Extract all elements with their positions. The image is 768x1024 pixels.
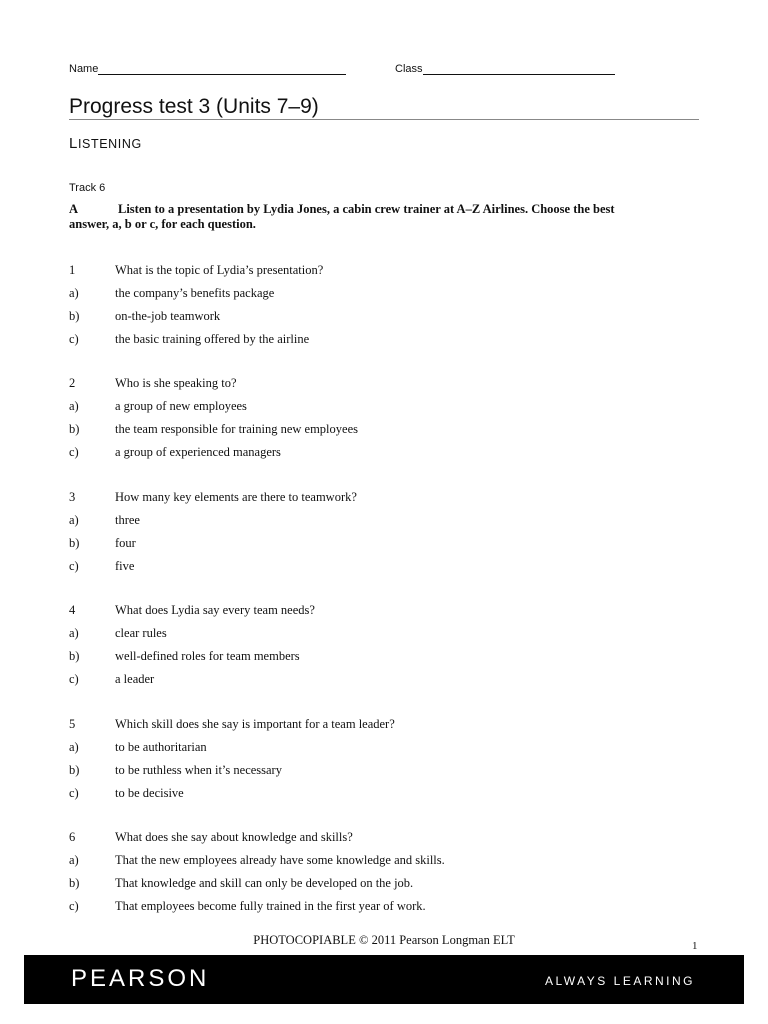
question-3-option <box>69 513 709 529</box>
question-number: 4 <box>69 603 76 618</box>
question-text: Which skill does she say is important for a team leader? <box>115 716 395 731</box>
option-text: the team responsible for training new employees <box>115 422 358 437</box>
option-label: c) <box>69 445 79 460</box>
question-text: Who is she speaking to? <box>115 376 237 391</box>
question-5 <box>69 717 709 733</box>
option-label: b) <box>69 649 80 664</box>
copyright-notice: PHOTOCOPIABLE © 2011 Pearson Longman ELT <box>253 933 515 947</box>
option-label: a) <box>69 286 79 300</box>
question-6-option <box>69 876 709 892</box>
section-heading <box>69 135 142 152</box>
page-number: 1 <box>692 940 698 952</box>
option-text: five <box>115 558 135 573</box>
slogan: ALWAYS LEARNING <box>545 974 695 988</box>
page-title: Progress test 3 (Units 7–9) <box>69 95 319 118</box>
option-label: a) <box>69 399 79 414</box>
track-label: Track 6 <box>69 182 106 194</box>
question-2 <box>69 376 709 392</box>
class-label: Class <box>395 63 423 75</box>
question-3-option <box>69 536 709 552</box>
instruction <box>69 202 709 232</box>
question-2-option <box>69 399 709 415</box>
class-field <box>395 62 615 75</box>
option-text: four <box>115 535 136 550</box>
question-2-option <box>69 445 709 461</box>
question-1-option <box>69 309 709 325</box>
question-3 <box>69 490 709 506</box>
question-number: 6 <box>69 830 76 844</box>
option-label: c) <box>69 899 79 913</box>
question-number: 2 <box>69 376 76 391</box>
option-label: c) <box>69 785 79 800</box>
option-text: to be authoritarian <box>115 739 207 754</box>
question-3-option <box>69 559 709 575</box>
question-2-option <box>69 422 709 438</box>
option-text: a group of experienced managers <box>115 445 281 460</box>
option-text: clear rules <box>115 626 167 641</box>
instruction-text: Listen to a presentation by Lydia Jones, a cabin crew trainer at A–Z Airlines. Choose the best <box>118 202 615 216</box>
name-label: Name <box>69 63 99 75</box>
question-6-option <box>69 853 709 869</box>
option-text: to be decisive <box>115 785 184 800</box>
option-text: well-defined roles for team members <box>115 649 300 664</box>
question-number: 5 <box>69 716 76 731</box>
option-label: c) <box>69 332 79 346</box>
footer-bar <box>24 955 744 1004</box>
question-4-option <box>69 649 709 665</box>
question-text: How many key elements are there to teamwork? <box>115 489 357 504</box>
option-label: b) <box>69 422 80 437</box>
option-text: the company’s benefits package <box>115 286 275 300</box>
option-label: a) <box>69 512 79 527</box>
question-1-option <box>69 332 709 348</box>
question-1-option <box>69 286 709 302</box>
section-initial: L <box>69 135 78 152</box>
question-1 <box>69 263 709 279</box>
question-6 <box>69 830 709 846</box>
option-text: a leader <box>115 672 155 687</box>
option-label: a) <box>69 739 79 754</box>
option-text: the basic training offered by the airline <box>115 332 310 346</box>
title-divider <box>69 119 699 120</box>
question-number: 3 <box>69 489 76 504</box>
option-label: b) <box>69 535 80 550</box>
option-text: That knowledge and skill can only be developed on the job. <box>115 876 414 890</box>
class-line <box>423 62 615 75</box>
question-6-option <box>69 899 709 915</box>
question-text: What does Lydia say every team needs? <box>115 603 315 618</box>
instruction-text-2: answer, a, b or c, for each question. <box>69 217 256 231</box>
option-label: b) <box>69 309 80 323</box>
name-line <box>98 62 346 75</box>
option-label: b) <box>69 762 80 777</box>
name-field <box>69 62 346 75</box>
pearson-logo: PEARSON <box>71 965 210 992</box>
option-label: a) <box>69 626 79 641</box>
question-text: What is the topic of Lydia’s presentation? <box>115 263 324 277</box>
question-4-option <box>69 626 709 642</box>
option-text: That employees become fully trained in the first year of work. <box>115 899 426 913</box>
option-text: That the new employees already have some knowledge and skills. <box>115 853 445 867</box>
instruction-letter: A <box>69 202 79 216</box>
option-text: a group of new employees <box>115 399 247 414</box>
option-text: on-the-job teamwork <box>115 309 221 323</box>
option-label: c) <box>69 672 79 687</box>
question-4-option <box>69 672 709 688</box>
question-text: What does she say about knowledge and skills? <box>115 830 353 844</box>
option-label: a) <box>69 853 79 867</box>
question-number: 1 <box>69 263 76 277</box>
section-rest: ISTENING <box>77 137 142 151</box>
question-5-option <box>69 740 709 756</box>
option-text: to be ruthless when it’s necessary <box>115 762 282 777</box>
option-label: b) <box>69 876 80 890</box>
question-5-option <box>69 786 709 802</box>
question-5-option <box>69 763 709 779</box>
option-label: c) <box>69 558 79 573</box>
question-4 <box>69 603 709 619</box>
option-text: three <box>115 512 140 527</box>
